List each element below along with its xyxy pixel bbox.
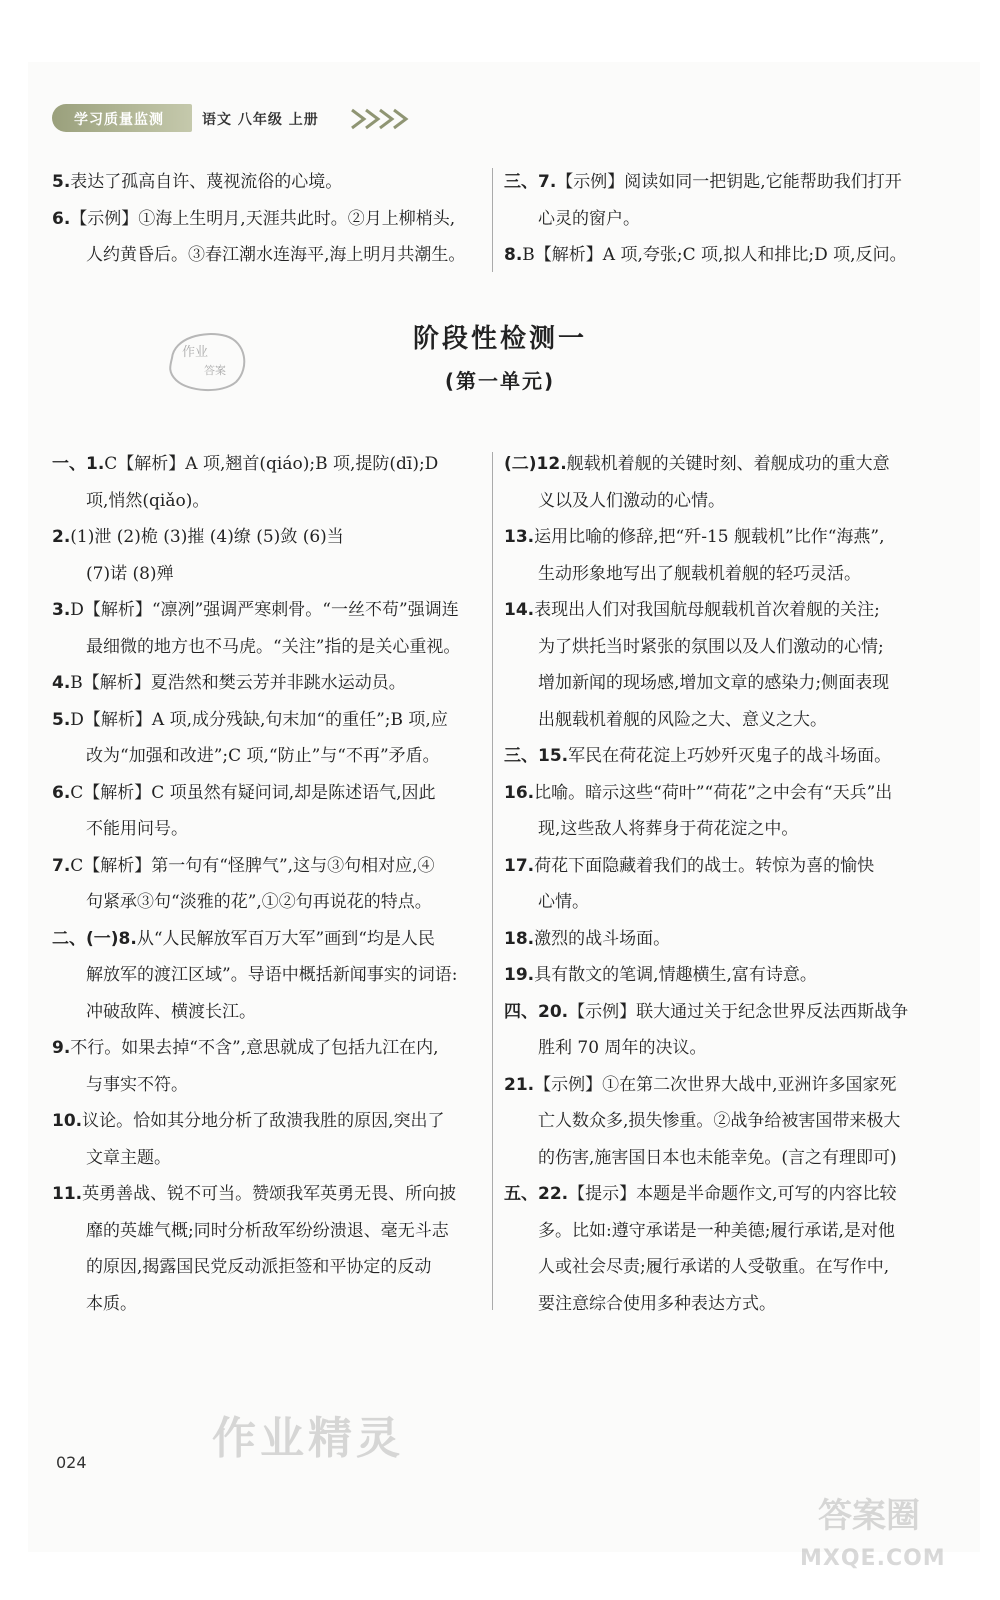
- header-tag: [52, 104, 192, 132]
- answer-text: 心情。: [538, 892, 589, 912]
- answer-line: [504, 483, 940, 520]
- answer-text: 比喻。暗示这些“荷叶”“荷花”之中会有“天兵”出: [534, 782, 893, 803]
- answer-line: [504, 1140, 940, 1177]
- answer-line: [52, 1249, 492, 1286]
- answer-text: 心灵的窗户。: [538, 208, 640, 229]
- top-right-answers: [504, 164, 940, 274]
- answer-line: [52, 629, 492, 666]
- question-number: 19.: [504, 965, 535, 985]
- answer-text: (7)诺 (8)殚: [86, 563, 174, 584]
- answer-text: 激烈的战斗场面。: [534, 928, 671, 949]
- answer-text: C【解析】C 项虽然有疑问词,却是陈述语气,因此: [70, 782, 436, 803]
- answer-text: 【提示】本题是半命题作文,可写的内容比较: [568, 1184, 897, 1204]
- answer-text: 靡的英雄气概;同时分析敌军纷纷溃退、毫无斗志: [86, 1220, 449, 1241]
- question-number: 三、15.: [504, 746, 569, 766]
- header-subject: 语文 八年级 上册: [202, 112, 319, 128]
- answer-text: 英勇善战、锐不可当。赞颂我军英勇无畏、所向披: [82, 1184, 457, 1204]
- answer-line: [52, 556, 492, 593]
- answer-line: [504, 1249, 940, 1286]
- answer-line: [504, 921, 940, 958]
- answer-line: [52, 237, 492, 274]
- answer-text: 表达了孤高自许、蔑视流俗的心境。: [70, 172, 343, 192]
- answer-text: 舰载机着舰的关键时刻、着舰成功的重大意: [566, 454, 890, 474]
- question-number: 8.: [504, 245, 523, 265]
- answer-text: 现,这些敌人将葬身于荷花淀之中。: [538, 819, 799, 839]
- answer-line: [52, 164, 492, 201]
- answer-text: 出舰载机着舰的风险之大、意义之大。: [538, 709, 827, 730]
- answer-line: [52, 775, 492, 812]
- answer-text: 军民在荷花淀上巧妙歼灭鬼子的战斗场面。: [568, 746, 892, 766]
- answer-line: [52, 446, 492, 483]
- answer-line: [504, 994, 940, 1031]
- answer-text: 义以及人们激动的心情。: [538, 490, 725, 511]
- answer-text: C【解析】第一句有“怪脾气”,这与③句相对应,④: [70, 855, 435, 876]
- question-number: 11.: [52, 1184, 83, 1204]
- question-number: 三、7.: [504, 172, 557, 192]
- answer-line: [504, 738, 940, 775]
- answer-text: B【解析】夏浩然和樊云芳并非跳水运动员。: [70, 673, 406, 693]
- watermark-zuoye: 作业精灵: [212, 1413, 404, 1464]
- answer-text: 不行。如果去掉“不含”,意思就成了包括九江在内,: [70, 1038, 439, 1058]
- answer-line: [52, 957, 492, 994]
- answer-text: 胜利 70 周年的决议。: [538, 1038, 707, 1058]
- answer-text: B【解析】A 项,夸张;C 项,拟人和排比;D 项,反问。: [522, 245, 907, 265]
- answer-line: [504, 164, 940, 201]
- question-number: 7.: [52, 855, 71, 876]
- watermark-daan: 答案圈: [818, 1496, 920, 1536]
- answer-text: 句紧承③句“淡雅的花”,①②句再说花的特点。: [86, 892, 432, 912]
- answer-line: [52, 483, 492, 520]
- answer-text: 本质。: [86, 1293, 137, 1314]
- answer-text: 运用比喻的修辞,把“歼-15 舰载机”比作“海燕”,: [534, 527, 885, 547]
- question-number: 2.: [52, 527, 71, 547]
- answer-line: [52, 811, 492, 848]
- answer-line: [504, 1286, 940, 1323]
- answer-text: 改为“加强和改进”;C 项,“防止”与“不再”矛盾。: [86, 746, 440, 766]
- question-number: 五、22.: [504, 1184, 569, 1204]
- answer-text: 与事实不符。: [86, 1074, 188, 1095]
- answer-text: 表现出人们对我国航母舰载机首次着舰的关注;: [534, 600, 880, 620]
- page-header: [52, 104, 412, 134]
- left-answer-column: [52, 446, 492, 1322]
- watermark-site: MXQE.COM: [800, 1546, 946, 1571]
- answer-text: 多。比如:遵守承诺是一种美德;履行承诺,是对他: [538, 1220, 895, 1241]
- page-number: 024: [56, 1453, 87, 1472]
- answer-line: [52, 1030, 492, 1067]
- answer-text: 不能用问号。: [86, 819, 188, 839]
- answer-text: 从“人民解放军百万大军”画到“均是人民: [136, 928, 435, 949]
- answer-line: [52, 665, 492, 702]
- answer-text: C【解析】A 项,翘首(qiáo);B 项,提防(dī);D: [104, 454, 439, 474]
- answer-line: [52, 1286, 492, 1323]
- answer-text: 【示例】联大通过关于纪念世界反法西斯战争: [568, 1001, 909, 1022]
- chevrons-icon: [350, 106, 410, 132]
- answer-line: [52, 1140, 492, 1177]
- answer-text: 人约黄昏后。③春江潮水连海平,海上明月共潮生。: [86, 245, 466, 265]
- answer-line: [52, 702, 492, 739]
- answer-line: [504, 848, 940, 885]
- answer-text: (1)泄 (2)桅 (3)摧 (4)缭 (5)敛 (6)当: [70, 527, 344, 547]
- question-number: 3.: [52, 600, 71, 620]
- answer-text: 生动形象地写出了舰载机着舰的轻巧灵活。: [538, 563, 861, 584]
- answer-text: 要注意综合使用多种表达方式。: [538, 1293, 776, 1314]
- answer-text: D【解析】A 项,成分残缺,句末加“的重任”;B 项,应: [70, 709, 448, 730]
- answer-line: [504, 592, 940, 629]
- answer-text: 增加新闻的现场感,增加文章的感染力;侧面表现: [538, 673, 890, 693]
- answer-line: [504, 665, 940, 702]
- answer-line: [504, 884, 940, 921]
- answer-line: [52, 1213, 492, 1250]
- answer-text: 【示例】①海上生明月,天涯共此时。②月上柳梢头,: [70, 208, 456, 229]
- question-number: 21.: [504, 1074, 535, 1095]
- question-number: 5.: [52, 172, 71, 192]
- question-number: 二、(一)8.: [52, 928, 137, 949]
- answer-line: [52, 884, 492, 921]
- answer-text: 亡人数众多,损失惨重。②战争给被害国带来极大: [538, 1111, 901, 1131]
- question-number: 17.: [504, 855, 535, 876]
- answer-text: 人或社会尽责;履行承诺的人受敬重。在写作中,: [538, 1257, 890, 1277]
- section-subtitle: (第一单元): [444, 369, 556, 393]
- answer-line: [504, 237, 940, 274]
- question-number: 5.: [52, 709, 71, 730]
- question-number: 13.: [504, 527, 535, 547]
- answer-text: 项,悄然(qiǎo)。: [86, 490, 210, 511]
- answer-text: 最细微的地方也不马虎。“关注”指的是关心重视。: [86, 636, 461, 657]
- answer-text: 的原因,揭露国民党反动派拒签和平协定的反动: [86, 1257, 432, 1277]
- answer-line: [504, 811, 940, 848]
- answer-line: [504, 957, 940, 994]
- question-number: 4.: [52, 673, 71, 693]
- header-tag-label: 学习质量监测: [74, 112, 164, 128]
- answer-text: 具有散文的笔调,情趣横生,富有诗意。: [534, 965, 817, 985]
- question-number: 6.: [52, 208, 71, 229]
- answer-text: 冲破敌阵、横渡长江。: [86, 1001, 256, 1022]
- column-divider-main: [492, 452, 493, 1310]
- answer-text: 为了烘托当时紧张的氛围以及人们激动的心情;: [538, 636, 884, 657]
- stamp-sub-text: 答案: [204, 364, 226, 377]
- answer-line: [52, 921, 492, 958]
- answer-line: [504, 1176, 940, 1213]
- stamp-text: 作业: [182, 345, 209, 360]
- question-number: 6.: [52, 782, 71, 803]
- answer-line: [52, 201, 492, 238]
- question-number: 一、1.: [52, 454, 105, 474]
- answer-line: [52, 519, 492, 556]
- answer-text: 的伤害,施害国日本也未能幸免。(言之有理即可): [538, 1147, 897, 1168]
- answer-text: 【示例】①在第二次世界大战中,亚洲许多国家死: [534, 1074, 897, 1095]
- question-number: 18.: [504, 928, 535, 949]
- answer-line: [52, 994, 492, 1031]
- answer-line: [504, 1103, 940, 1140]
- answer-line: [52, 1176, 492, 1213]
- answer-text: 解放军的渡江区域”。导语中概括新闻事实的词语:: [86, 965, 458, 985]
- answer-line: [504, 1213, 940, 1250]
- answer-line: [52, 738, 492, 775]
- answer-line: [504, 702, 940, 739]
- answer-text: 荷花下面隐藏着我们的战士。转惊为喜的愉快: [534, 855, 875, 876]
- question-number: 9.: [52, 1038, 71, 1058]
- question-number: (二)12.: [504, 454, 567, 474]
- answer-line: [504, 201, 940, 238]
- top-left-answers: [52, 164, 492, 274]
- answer-text: 【示例】阅读如同一把钥匙,它能帮助我们打开: [556, 172, 902, 192]
- answer-line: [504, 1067, 940, 1104]
- question-number: 14.: [504, 600, 535, 620]
- answer-line: [52, 1067, 492, 1104]
- answer-text: D【解析】“凛冽”强调严寒刺骨。“一丝不苟”强调连: [70, 600, 459, 620]
- column-divider-top: [492, 168, 493, 272]
- answer-line: [504, 446, 940, 483]
- answer-line: [504, 1030, 940, 1067]
- section-title: 阶段性检测一: [412, 324, 587, 354]
- question-number: 四、20.: [504, 1001, 569, 1022]
- question-number: 10.: [52, 1111, 83, 1131]
- answer-text: 文章主题。: [86, 1147, 171, 1168]
- question-number: 16.: [504, 782, 535, 803]
- answer-text: 议论。恰如其分地分析了敌溃我胜的原因,突出了: [82, 1111, 445, 1131]
- answer-line: [504, 629, 940, 666]
- answer-line: [52, 592, 492, 629]
- answer-line: [52, 848, 492, 885]
- answer-line: [504, 556, 940, 593]
- answer-line: [504, 775, 940, 812]
- answer-line: [504, 519, 940, 556]
- answer-line: [52, 1103, 492, 1140]
- right-answer-column: [504, 446, 940, 1322]
